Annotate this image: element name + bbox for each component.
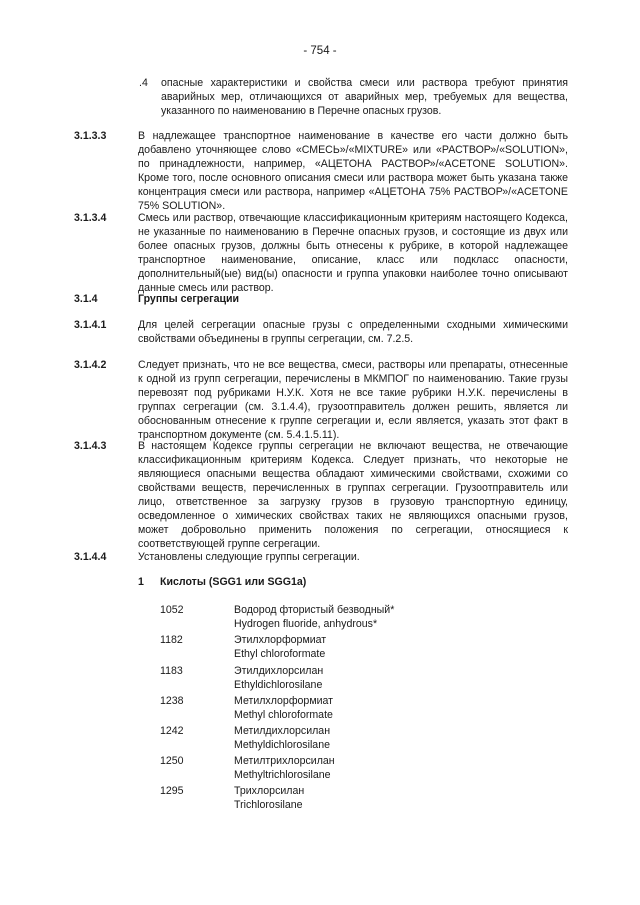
- paragraph-number: 3.1.4.1: [74, 319, 107, 331]
- paragraph-text: Смесь или раствор, отвечающие классификационным критериям настоящего Кодекса, не указанные по наименованию в Перечне опасных грузов, и состоящие из двух или более опасных грузов, должны быть отнесены к рубрике, в которой надлежащее транспортное наименование, описание, класс или подкласс опасности, дополнительный(ые) вид(ы) опасности и группа упаковки наиболее точно описывают данные смесь или раствор.: [138, 212, 568, 294]
- paragraph-3-1-4-3: [74, 439, 568, 551]
- section-number: 3.1.4: [74, 293, 98, 305]
- un-number: 1052: [160, 604, 184, 616]
- substance-name-en: Trichlorosilane: [234, 799, 303, 811]
- paragraph-3-1-4-2: [74, 358, 568, 442]
- substance-name-ru: Метилхлорформиат: [234, 695, 334, 707]
- paragraph-number: 3.1.3.3: [74, 130, 107, 142]
- paragraph-number: 3.1.3.4: [74, 212, 107, 224]
- substance-name-en: Methyltrichlorosilane: [234, 769, 331, 781]
- substance-name-en: Ethyldichlorosilane: [234, 679, 323, 691]
- substance-name-en: Methyl chloroformate: [234, 709, 333, 721]
- section-title: Группы сегрегации: [138, 293, 240, 305]
- un-number: 1242: [160, 725, 184, 737]
- list-item: [160, 754, 460, 782]
- substance-name-ru: Этилхлорформиат: [234, 634, 327, 646]
- list-item: [160, 724, 460, 752]
- un-number: 1183: [160, 665, 183, 677]
- paragraph-3-1-4-1: [74, 318, 568, 346]
- paragraph-number: 3.1.4.2: [74, 359, 107, 371]
- section-heading-3-1-4: [74, 292, 568, 306]
- un-number: 1238: [160, 695, 184, 707]
- list-item: [160, 603, 460, 631]
- list-item: [160, 784, 460, 812]
- group-name: Кислоты (SGG1 или SGG1a): [160, 576, 307, 588]
- substance-name-ru: Метилдихлорсилан: [234, 725, 331, 737]
- paragraph-text: Для целей сегрегации опасные грузы с определенными сходными химическими свойствами объединены в группы сегрегации, см. 7.2.5.: [138, 319, 568, 345]
- paragraph-text: В надлежащее транспортное наименование в качестве его части должно быть добавлено уточняющее слово «СМЕСЬ»/«MIXTURE» или «РАСТВОР»/«SOLUTION», по принадлежности, например, «АЦЕТОНА РАСТВОР»/«ACETONE SOLUTION». Кроме того, после основного описания смеси или раствора может быть указана также концентрация смеси или раствора, например «АЦЕТОНА 75% РАСТВОР»/«ACETONE 75% SOLUTION».: [138, 130, 568, 212]
- un-number: 1250: [160, 755, 184, 767]
- paragraph-number: 3.1.4.4: [74, 551, 107, 563]
- paragraph-number: 3.1.4.3: [74, 440, 107, 452]
- un-number: 1182: [160, 634, 183, 646]
- list-item: [160, 694, 460, 722]
- list-item-text: опасные характеристики и свойства смеси или раствора требуют принятия аварийных мер, отличающихся от аварийных мер, требуемых для вещества, указанного по наименованию в Перечне опасных грузов.: [161, 77, 568, 117]
- group-number: 1: [138, 576, 144, 588]
- list-item-4: [139, 76, 568, 118]
- substance-name-en: Methyldichlorosilane: [234, 739, 330, 751]
- page-number: - 754 -: [303, 45, 337, 57]
- substance-name-ru: Водород фтористый безводный*: [234, 604, 395, 616]
- list-item: [160, 633, 460, 661]
- paragraph-3-1-3-3: [74, 129, 568, 213]
- substance-name-en: Hydrogen fluoride, anhydrous*: [234, 618, 378, 630]
- segregation-group-title: [138, 575, 306, 589]
- substance-name-ru: Метилтрихлорсилан: [234, 755, 335, 767]
- paragraph-3-1-3-4: [74, 211, 568, 295]
- substance-name-en: Ethyl chloroformate: [234, 648, 326, 660]
- substance-name-ru: Трихлорсилан: [234, 785, 305, 797]
- paragraph-text: В настоящем Кодексе группы сегрегации не включают вещества, не отвечающие классификационным критериям Кодекса. Следует признать, что некоторые не являющиеся опасными вещества обладают химическими свойствами, схожими со свойствами веществ, перечисленных в группах сегрегации. Грузоотправитель или лицо, ответственное за загрузку грузов в грузовую транспортную единицу, осведомленное о химических свойствах таких не являющихся опасными грузов, может добровольно применить положения по сегрегации, относящиеся к соответствующей группе сегрегации.: [138, 440, 568, 550]
- paragraph-3-1-4-4: [74, 550, 568, 564]
- list-item-number: .4: [139, 77, 148, 89]
- substance-name-ru: Этилдихлорсилан: [234, 665, 324, 677]
- un-number: 1295: [160, 785, 184, 797]
- paragraph-text: Установлены следующие группы сегрегации.: [138, 551, 360, 563]
- list-item: [160, 664, 460, 692]
- paragraph-text: Следует признать, что не все вещества, смеси, растворы или препараты, отнесенные к одной из групп сегрегации, перечислены в МКМПОГ по наименованию. Такие грузы перевозят под рубриками Н.У.К. Хотя не все такие рубрики Н.У.К. перечислены в группах сегрегации (см. 3.1.4.4), грузоотправитель должен решить, является ли обоснованным отнесение к группе сегрегации и, если является, указать этот факт в транспортном документе (см. 5.4.1.5.11).: [138, 359, 568, 441]
